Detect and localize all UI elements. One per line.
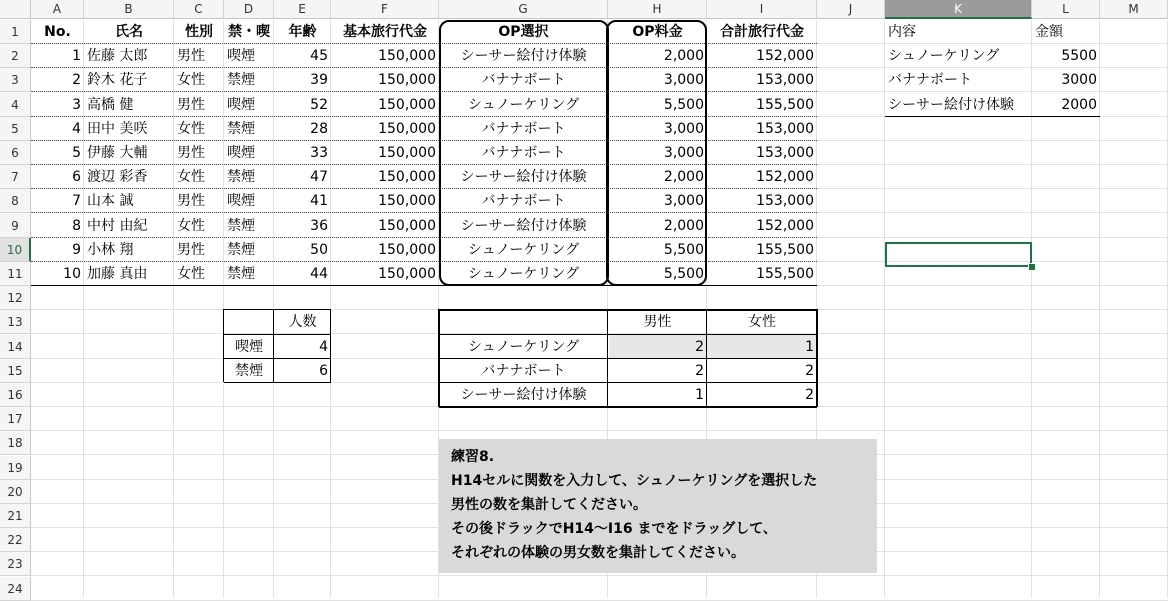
record-total[interactable]: 155,500 xyxy=(756,96,814,113)
record-age[interactable]: 33 xyxy=(310,145,328,161)
record-no[interactable]: 7 xyxy=(72,193,81,210)
record-gender[interactable]: 男性 xyxy=(177,96,205,113)
record-smoking[interactable]: 禁煙 xyxy=(227,120,255,137)
record-op[interactable]: バナナボート xyxy=(481,120,566,137)
record-total[interactable]: 153,000 xyxy=(756,145,814,161)
record-no[interactable]: 2 xyxy=(72,72,81,89)
record-no[interactable]: 3 xyxy=(72,96,81,113)
price-header-item[interactable]: 内容 xyxy=(888,24,916,40)
record-no[interactable]: 1 xyxy=(72,48,81,65)
column-header-M[interactable]: M xyxy=(1100,0,1168,19)
record-age[interactable]: 45 xyxy=(310,48,328,65)
exercise-line: その後ドラックでH14～I16 までをドラッグして、 xyxy=(451,521,777,537)
gender-summary-label[interactable]: シュノーケリング xyxy=(467,338,580,355)
gender-table-border xyxy=(439,309,817,311)
record-base-fee[interactable]: 150,000 xyxy=(378,96,436,113)
header-age[interactable]: 年齢 xyxy=(288,24,317,40)
record-age[interactable]: 28 xyxy=(310,120,328,137)
exercise-line: 男性の数を集計してください。 xyxy=(451,497,647,513)
row-header-21[interactable]: 21 xyxy=(0,504,31,528)
record-op[interactable]: シーサー絵付け体験 xyxy=(460,48,587,65)
record-age[interactable]: 47 xyxy=(310,169,328,186)
record-age[interactable]: 52 xyxy=(310,96,328,113)
record-base-fee[interactable]: 150,000 xyxy=(378,241,436,258)
row-header-6[interactable]: 6 xyxy=(0,141,31,165)
table-row-divider xyxy=(31,43,817,44)
smoke-table-border xyxy=(273,309,274,382)
row-header-9[interactable]: 9 xyxy=(0,214,31,238)
record-gender[interactable]: 女性 xyxy=(177,266,205,282)
table-row-divider xyxy=(31,116,817,117)
smoke-table-border xyxy=(224,309,331,310)
record-age[interactable]: 50 xyxy=(310,241,328,258)
gender-table-border xyxy=(816,309,818,407)
record-op-fee[interactable]: 3,000 xyxy=(663,145,704,161)
column-header-L[interactable]: L xyxy=(1032,0,1100,19)
record-name[interactable]: 田中 美咲 xyxy=(87,120,148,137)
price-item[interactable]: シーサー絵付け体験 xyxy=(888,96,1014,113)
gender-table-border xyxy=(439,358,817,359)
record-op-fee[interactable]: 3,000 xyxy=(663,120,704,137)
record-op-fee[interactable]: 2,000 xyxy=(663,169,704,186)
record-gender[interactable]: 女性 xyxy=(177,72,205,89)
row-header-19[interactable]: 19 xyxy=(0,456,31,480)
price-item[interactable]: バナナボート xyxy=(888,72,972,89)
smoke-summary-header[interactable]: 人数 xyxy=(288,314,317,331)
fill-handle[interactable] xyxy=(1028,263,1036,271)
record-smoking[interactable]: 喫煙 xyxy=(227,145,255,161)
record-smoking[interactable]: 喫煙 xyxy=(227,48,255,65)
record-no[interactable]: 4 xyxy=(72,120,81,137)
price-item[interactable]: シュノーケリング xyxy=(888,48,1000,65)
gridline-horizontal xyxy=(31,575,1168,576)
record-op-fee[interactable]: 5,500 xyxy=(663,266,704,282)
smoke-table-border xyxy=(224,358,331,359)
column-header-K[interactable]: K xyxy=(885,0,1032,19)
row-header-4[interactable]: 4 xyxy=(0,93,31,117)
record-smoking[interactable]: 禁煙 xyxy=(227,72,255,89)
header-op-select[interactable]: OP選択 xyxy=(498,24,549,40)
column-header-D[interactable]: D xyxy=(224,0,274,19)
record-age[interactable]: 44 xyxy=(310,266,328,282)
gender-summary-female-count[interactable]: 2 xyxy=(805,362,814,379)
record-name[interactable]: 高橋 健 xyxy=(87,96,134,113)
record-name[interactable]: 伊藤 大輔 xyxy=(87,145,148,161)
record-op[interactable]: バナナボート xyxy=(481,72,566,89)
row-header-24[interactable]: 24 xyxy=(0,577,31,601)
smoke-summary-label[interactable]: 禁煙 xyxy=(235,362,263,379)
record-op[interactable]: シュノーケリング xyxy=(467,241,580,258)
table-row-divider xyxy=(31,164,817,165)
record-base-fee[interactable]: 150,000 xyxy=(378,266,436,282)
exercise-note xyxy=(439,439,877,573)
exercise-line: H14セルに関数を入力して、シュノーケリングを選択した xyxy=(451,473,818,489)
gender-summary-male-count[interactable]: 1 xyxy=(695,387,704,403)
record-gender[interactable]: 男性 xyxy=(177,193,205,210)
gender-table-border xyxy=(439,382,817,383)
gender-summary-female-count[interactable]: 1 xyxy=(805,338,814,355)
record-op[interactable]: シュノーケリング xyxy=(467,266,580,282)
gender-summary-label[interactable]: シーサー絵付け体験 xyxy=(460,387,587,403)
record-smoking[interactable]: 禁煙 xyxy=(227,169,255,186)
record-base-fee[interactable]: 150,000 xyxy=(378,120,436,137)
smoke-summary-count[interactable]: 6 xyxy=(319,362,328,379)
record-total[interactable]: 155,500 xyxy=(756,266,814,282)
gender-table-border xyxy=(706,309,707,407)
row-header-15[interactable]: 15 xyxy=(0,359,31,383)
smoke-table-border xyxy=(223,309,224,382)
row-header-12[interactable]: 12 xyxy=(0,286,31,310)
price-header-amount[interactable]: 金額 xyxy=(1035,24,1063,40)
record-no[interactable]: 5 xyxy=(72,145,81,161)
record-name[interactable]: 渡辺 彩香 xyxy=(87,169,148,186)
record-op-fee[interactable]: 5,500 xyxy=(663,96,704,113)
record-no[interactable]: 10 xyxy=(63,266,81,282)
record-smoking[interactable]: 禁煙 xyxy=(227,241,255,258)
record-gender[interactable]: 女性 xyxy=(177,217,205,234)
header-base-fee[interactable]: 基本旅行代金 xyxy=(343,24,427,40)
column-header-C[interactable]: C xyxy=(174,0,224,19)
record-name[interactable]: 佐藤 太郎 xyxy=(87,48,148,65)
table-row-divider xyxy=(31,188,817,189)
price-amount[interactable]: 5500 xyxy=(1061,48,1097,65)
gender-table-border xyxy=(438,309,440,407)
record-base-fee[interactable]: 150,000 xyxy=(378,169,436,186)
row-header-5[interactable]: 5 xyxy=(0,117,31,141)
record-age[interactable]: 39 xyxy=(310,72,328,89)
record-gender[interactable]: 女性 xyxy=(177,120,205,137)
table-row-divider xyxy=(31,237,817,238)
price-amount[interactable]: 3000 xyxy=(1061,72,1097,89)
record-total[interactable]: 152,000 xyxy=(756,169,814,186)
record-no[interactable]: 9 xyxy=(72,241,81,258)
row-header-8[interactable]: 8 xyxy=(0,189,31,213)
row-header-1[interactable]: 1 xyxy=(0,20,31,44)
record-op-fee[interactable]: 2,000 xyxy=(663,48,704,65)
select-all-corner[interactable] xyxy=(0,0,31,19)
record-total[interactable]: 152,000 xyxy=(756,217,814,234)
record-name[interactable]: 小林 翔 xyxy=(87,241,134,258)
gridline-horizontal xyxy=(31,430,1168,431)
gender-summary-label[interactable]: バナナボート xyxy=(481,362,566,379)
record-smoking[interactable]: 禁煙 xyxy=(227,217,255,234)
record-base-fee[interactable]: 150,000 xyxy=(378,72,436,89)
record-base-fee[interactable]: 150,000 xyxy=(378,48,436,65)
row-header-7[interactable]: 7 xyxy=(0,165,31,189)
exercise-line: それぞれの体験の男女数を集計してください。 xyxy=(451,545,745,561)
table-row-divider xyxy=(31,212,817,213)
record-age[interactable]: 36 xyxy=(310,217,328,234)
smoke-table-border xyxy=(224,334,331,335)
record-op[interactable]: バナナボート xyxy=(481,145,566,161)
record-gender[interactable]: 男性 xyxy=(177,241,205,258)
row-header-18[interactable]: 18 xyxy=(0,431,31,455)
price-amount[interactable]: 2000 xyxy=(1061,96,1097,113)
row-header-3[interactable]: 3 xyxy=(0,68,31,92)
header-no[interactable]: No. xyxy=(44,24,71,40)
record-smoking[interactable]: 喫煙 xyxy=(227,193,255,210)
record-base-fee[interactable]: 150,000 xyxy=(378,217,436,234)
record-op[interactable]: シーサー絵付け体験 xyxy=(460,217,587,234)
exercise-title: 練習8. xyxy=(451,449,495,465)
record-name[interactable]: 加藤 真由 xyxy=(87,266,148,282)
table-row-divider xyxy=(31,67,817,68)
column-header-I[interactable]: I xyxy=(707,0,817,19)
record-total[interactable]: 153,000 xyxy=(756,120,814,137)
table-row-divider xyxy=(31,261,817,262)
smoke-table-border xyxy=(330,309,331,382)
header-smoking[interactable]: 禁・喫 xyxy=(228,24,270,40)
gender-summary-male-count[interactable]: 2 xyxy=(695,362,704,379)
gender-summary-male-header[interactable]: 男性 xyxy=(643,314,672,331)
record-base-fee[interactable]: 150,000 xyxy=(378,145,436,161)
record-no[interactable]: 8 xyxy=(72,217,81,234)
record-age[interactable]: 41 xyxy=(310,193,328,210)
record-op-fee[interactable]: 2,000 xyxy=(663,217,704,234)
gender-summary-female-header[interactable]: 女性 xyxy=(748,314,776,331)
header-op-fee[interactable]: OP料金 xyxy=(632,24,683,40)
row-header-23[interactable]: 23 xyxy=(0,552,31,576)
row-header-10[interactable]: 10 xyxy=(0,238,31,262)
record-op[interactable]: シーサー絵付け体験 xyxy=(460,169,587,186)
record-name[interactable]: 中村 由紀 xyxy=(87,217,148,234)
row-header-14[interactable]: 14 xyxy=(0,335,31,359)
header-total-fee[interactable]: 合計旅行代金 xyxy=(720,24,804,40)
record-total[interactable]: 153,000 xyxy=(756,72,814,89)
column-header-H[interactable]: H xyxy=(608,0,707,19)
row-header-20[interactable]: 20 xyxy=(0,480,31,504)
record-op-fee[interactable]: 3,000 xyxy=(663,193,704,210)
active-cell-K10[interactable] xyxy=(885,242,1032,267)
smoke-table-border xyxy=(224,382,331,383)
column-header-A[interactable]: A xyxy=(31,0,84,19)
row-header-22[interactable]: 22 xyxy=(0,528,31,552)
record-gender[interactable]: 男性 xyxy=(177,48,205,65)
record-base-fee[interactable]: 150,000 xyxy=(378,193,436,210)
price-table-bottom xyxy=(885,116,1100,117)
table-row-divider xyxy=(31,140,817,141)
record-gender[interactable]: 男性 xyxy=(177,145,205,161)
table-bottom-border xyxy=(31,285,817,286)
column-header-B[interactable]: B xyxy=(84,0,174,19)
gridline-horizontal xyxy=(31,600,1168,601)
header-gender[interactable]: 性別 xyxy=(185,24,213,40)
column-header-F[interactable]: F xyxy=(331,0,439,19)
record-smoking[interactable]: 禁煙 xyxy=(227,266,255,282)
record-smoking[interactable]: 喫煙 xyxy=(227,96,255,113)
record-name[interactable]: 山本 誠 xyxy=(87,193,134,210)
gender-summary-male-count[interactable]: 2 xyxy=(695,338,704,355)
smoke-summary-count[interactable]: 4 xyxy=(319,338,328,355)
record-op[interactable]: バナナボート xyxy=(481,193,566,210)
row-header-17[interactable]: 17 xyxy=(0,407,31,431)
record-op[interactable]: シュノーケリング xyxy=(467,96,580,113)
gender-table-border xyxy=(439,406,817,408)
record-op-fee[interactable]: 5,500 xyxy=(663,241,704,258)
smoke-summary-label[interactable]: 喫煙 xyxy=(235,338,263,355)
record-total[interactable]: 153,000 xyxy=(756,193,814,210)
gender-summary-female-count[interactable]: 2 xyxy=(805,387,814,403)
gender-table-border xyxy=(439,334,817,335)
column-header-G[interactable]: G xyxy=(439,0,608,19)
record-total[interactable]: 155,500 xyxy=(756,241,814,258)
row-header-11[interactable]: 11 xyxy=(0,262,31,286)
gender-table-border xyxy=(607,309,608,407)
record-op-fee[interactable]: 3,000 xyxy=(663,72,704,89)
row-header-2[interactable]: 2 xyxy=(0,44,31,68)
record-gender[interactable]: 女性 xyxy=(177,169,205,186)
column-header-E[interactable]: E xyxy=(274,0,331,19)
row-header-13[interactable]: 13 xyxy=(0,310,31,334)
column-header-J[interactable]: J xyxy=(817,0,885,19)
record-total[interactable]: 152,000 xyxy=(756,48,814,65)
row-header-16[interactable]: 16 xyxy=(0,383,31,407)
record-name[interactable]: 鈴木 花子 xyxy=(87,72,148,89)
header-name[interactable]: 氏名 xyxy=(115,24,143,40)
table-row-divider xyxy=(31,91,817,92)
record-no[interactable]: 6 xyxy=(72,169,81,186)
